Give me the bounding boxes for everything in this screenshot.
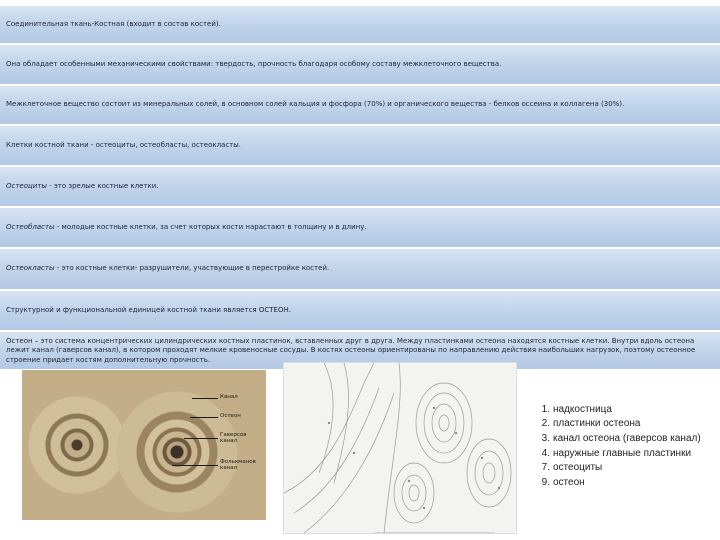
legend-number: 2.	[541, 418, 550, 430]
legend-number: 3.	[541, 432, 550, 444]
text-bar-6	[0, 208, 720, 248]
bar-text: Клетки костной ткани - остеоциты, остеобласты, остеокласты.	[6, 140, 242, 149]
legend-item	[510, 431, 701, 446]
photo-label-canal: Канал	[220, 394, 238, 400]
bar-text: - молодые костные клетки, за счет которых кости нарастают в толщину и в длину.	[54, 222, 367, 231]
text-bar-1	[0, 6, 720, 44]
legend-number: 9.	[541, 476, 550, 488]
label-line	[192, 398, 218, 399]
legend-item	[510, 446, 701, 461]
bar-text: - это зрелые костные клетки.	[46, 181, 159, 190]
text-bar-3	[0, 86, 720, 125]
photo-label-osteon: Остеон	[220, 413, 241, 419]
text-bar-8	[0, 291, 720, 331]
text-bar-2	[0, 45, 720, 85]
legend-label: остеоциты	[553, 462, 603, 474]
bar-text: Структурной и функциональной единицей костной ткани является ОСТЕОН.	[6, 305, 291, 314]
osteon-definition: Остеон – это система концентрических цилиндрических костных пластинок, вставленных друг в друга. Между пластинками остеона находятся костные клетки. Внутри вдоль остеона лежит канал (гаверсов канал), в котором проходят мелкие кровеносные сосуды. В костях остеоны ориентированы по направлению действия наибольших нагрузок, поэтому остеонное строение придает костям дополнительную прочность.	[6, 337, 696, 364]
bar-text: Межклеточное вещество состоит из минеральных солей, в основном солей кальция и фосфора (70%) и органического вещества - белков оссеина и коллагена (30%).	[6, 100, 625, 109]
bone-structure-drawing	[283, 362, 517, 534]
photo-label-volkmann: Фолькманов канал	[220, 459, 256, 471]
label-line	[190, 417, 218, 418]
bar-text: Она обладает особенными механическими свойствами: твердость, прочность благодаря особому составу межклеточного вещества.	[6, 59, 502, 68]
bar-text: Соединительная ткань-Костная (входит в состав костей).	[6, 19, 221, 28]
label-line	[172, 465, 218, 466]
legend-label: надкостница	[553, 403, 612, 415]
label-line	[184, 438, 218, 439]
legend-label: канал остеона (гаверсов канал)	[553, 432, 701, 444]
legend-item	[510, 402, 701, 417]
term-osteoblasts: Остеобласты	[6, 222, 55, 231]
legend-item	[510, 475, 701, 490]
legend-number: 1.	[541, 403, 550, 415]
text-bar-7	[0, 249, 720, 290]
legend-item	[510, 460, 701, 475]
legend-label: наружные главные пластинки	[553, 447, 692, 459]
legend-number: 7.	[541, 462, 550, 474]
osteon-micrograph	[22, 370, 266, 520]
legend-list	[510, 402, 701, 490]
term-osteoclasts: Остеокласты	[6, 264, 55, 273]
legend-label: остеон	[553, 476, 585, 488]
bone-sketch-svg	[284, 363, 516, 533]
legend-label: пластинки остеона	[553, 418, 641, 430]
term-osteocytes: Остеоциты	[6, 181, 47, 190]
photo-label-haversian: Гаверсов канал	[220, 432, 247, 444]
text-bar-4	[0, 126, 720, 166]
legend-number: 4.	[541, 447, 550, 459]
legend-item	[510, 417, 701, 432]
bar-text: - это костные клетки- разрушители, участвующие в перестройке костей.	[54, 264, 330, 273]
text-bar-5	[0, 167, 720, 207]
